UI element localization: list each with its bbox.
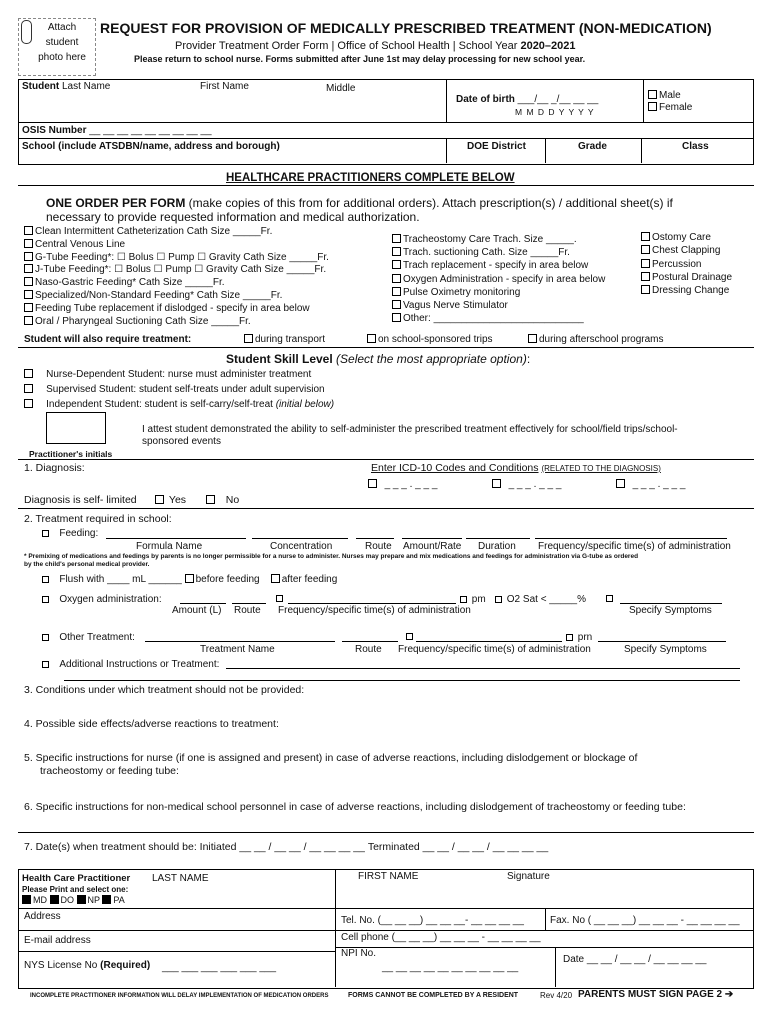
cell-field[interactable]: Cell phone (__ __ __) __ __ __ - __ __ __ __	[341, 932, 541, 943]
checkbox-icon	[155, 495, 164, 504]
photo-label: Attach student photo here	[38, 22, 86, 63]
first-name-label: First Name	[200, 81, 249, 92]
practitioner-heading: HEALTHCARE PRACTITIONERS COMPLETE BELOW	[226, 172, 515, 184]
feeding-row[interactable]: Feeding:	[42, 528, 98, 539]
checkbox-icon	[641, 285, 650, 294]
checkbox-icon	[495, 596, 502, 603]
treatment-option[interactable]: J-Tube Feeding*: ☐ Bolus ☐ Pump ☐ Gravity Cath Size _____Fr.	[24, 264, 329, 277]
arrow-right-icon: ➔	[724, 989, 734, 1000]
credential-options	[22, 895, 125, 905]
flush-row[interactable]: Flush with ____ mL ______ before feeding after feeding	[42, 574, 337, 585]
checkbox-icon	[367, 334, 376, 343]
checkbox-icon	[24, 384, 33, 393]
revision-label: Rev 4/20	[540, 991, 573, 1000]
treatment-option[interactable]: Ostomy Care	[641, 231, 732, 244]
treatments-right-list	[641, 231, 732, 297]
school-field-label: School (include ATSDBN/name, address and borough)	[22, 141, 280, 152]
oxygen-col-route: Route	[234, 605, 261, 616]
checkbox-icon	[392, 313, 401, 322]
checkbox-icon	[392, 260, 401, 269]
checkbox-icon	[392, 300, 401, 309]
checkbox-icon	[276, 595, 283, 602]
checkbox-icon	[42, 661, 49, 668]
checkbox-icon	[641, 232, 650, 241]
checkbox-icon	[42, 634, 49, 641]
treatment-option[interactable]: Trach replacement - specify in area below	[392, 259, 605, 272]
treatment-option[interactable]: Oral / Pharyngeal Suctioning Cath Size _____Fr.	[24, 316, 329, 329]
question-5-line2: tracheostomy or feeding tube:	[40, 765, 179, 777]
feeding-col-duration: Duration	[478, 541, 516, 552]
initials-label: Practitioner's initials	[29, 449, 113, 459]
transport-label: Student will also require treatment:	[24, 334, 192, 345]
school-trips-checkbox[interactable]: on school-sponsored trips	[367, 334, 493, 345]
diagnosis-label: 1. Diagnosis:	[24, 462, 85, 474]
oxygen-pm[interactable]: pm	[460, 594, 486, 605]
other-prn[interactable]: prn	[566, 632, 592, 643]
hcp-last-name-label: LAST NAME	[152, 873, 209, 884]
checkbox-icon	[392, 247, 401, 256]
other-col-route: Route	[355, 644, 382, 655]
icd-label: Enter ICD-10 Codes and Conditions (RELATED TO THE DIAGNOSIS)	[371, 462, 661, 474]
one-order-text: ONE ORDER PER FORM (make copies of this from for additional orders). Attach prescription(s) / additional sheet(s) if	[46, 196, 673, 210]
other-col-frequency: Frequency/specific time(s) of administration	[398, 644, 591, 655]
checkbox-icon	[24, 303, 33, 312]
question-6: 6. Specific instructions for non-medical school personnel in case of adverse reactions, including dislodgement of tracheostomy or feeding tube:	[24, 801, 686, 813]
checkbox-icon	[24, 369, 33, 378]
sex-female-checkbox[interactable]: Female	[648, 102, 692, 113]
icd-code-3[interactable]: _ _ _ . _ _ _	[616, 479, 685, 490]
hcp-signature-label: Signature	[507, 871, 550, 882]
osis-field[interactable]: OSIS Number __ __ __ __ __ __ __ __ __	[22, 125, 212, 136]
checkbox-icon	[641, 245, 650, 254]
question-5: 5. Specific instructions for nurse (if one is assigned and present) in case of adverse reactions, including dislodgement or blockage of	[24, 752, 638, 764]
npi-label: NPI No.	[341, 948, 377, 959]
dob-format: M M D D Y Y Y Y	[515, 107, 595, 117]
license-field[interactable]: ___ ___ ___ ___ ___ ___	[162, 962, 276, 973]
checkbox-icon	[24, 239, 33, 248]
checkbox-icon	[102, 895, 111, 904]
treatment-option[interactable]: Postural Drainage	[641, 271, 732, 284]
skill-supervised[interactable]: Supervised Student: student self-treats under adult supervision	[24, 384, 325, 395]
other-treatment-row[interactable]: Other Treatment:	[42, 632, 135, 643]
checkbox-icon	[50, 895, 59, 904]
return-notice: Please return to school nurse. Forms submitted after June 1st may delay processing for new school year.	[134, 54, 586, 64]
skill-nurse-dependent[interactable]: Nurse-Dependent Student: nurse must administer treatment	[24, 369, 311, 380]
treatment-option[interactable]: Tracheostomy Care Trach. Size _____.	[392, 233, 605, 246]
student-name-field[interactable]: Student Last Name	[22, 81, 111, 92]
form-subtitle: Provider Treatment Order Form | Office of School Health | School Year 2020–2021	[175, 40, 576, 52]
checkbox-icon	[22, 895, 31, 904]
treatment-option[interactable]: Pulse Oximetry monitoring	[392, 286, 605, 299]
checkbox-icon	[392, 274, 401, 283]
treatments-left-list	[24, 226, 329, 328]
checkbox-icon	[24, 264, 33, 273]
feeding-col-frequency: Frequency/specific time(s) of administration	[538, 541, 731, 552]
oxygen-frequency-checkbox[interactable]	[276, 593, 285, 604]
checkbox-icon	[24, 277, 33, 286]
hcp-first-name-label: FIRST NAME	[358, 871, 419, 882]
feeding-col-concentration: Concentration	[270, 541, 333, 552]
checkbox-icon	[42, 596, 49, 603]
other-frequency-checkbox[interactable]	[406, 631, 415, 642]
credential-pa[interactable]: PA	[102, 895, 124, 905]
self-limited-label: Diagnosis is self- limited	[24, 494, 137, 506]
checkbox-icon	[42, 576, 49, 583]
checkbox-icon	[641, 259, 650, 268]
treatment-dates[interactable]: 7. Date(s) when treatment should be: Initiated __ __ / __ __ / __ __ __ __ Terminated __ __ / __ __ / __ __ __ __	[24, 841, 549, 853]
checkbox-icon	[392, 287, 401, 296]
skill-level-heading: Student Skill Level (Select the most appropriate option):	[226, 352, 531, 366]
treatment-option[interactable]: Specialized/Non-Standard Feeding* Cath Size _____Fr.	[24, 290, 329, 303]
checkbox-icon	[24, 290, 33, 299]
checkbox-icon	[42, 530, 49, 537]
district-label: DOE District	[467, 141, 526, 152]
treatment-option[interactable]: Percussion	[641, 258, 732, 271]
practitioner-initials-box[interactable]	[46, 412, 106, 444]
treatment-option[interactable]: Clean Intermittent Catheterization Cath Size _____Fr.	[24, 226, 329, 239]
self-limited-yes[interactable]: Yes	[155, 494, 186, 506]
credential-md[interactable]: MD	[22, 895, 47, 905]
parents-sign-notice: PARENTS MUST SIGN PAGE 2 ➔	[578, 989, 734, 1000]
checkbox-icon	[24, 316, 33, 325]
email-label[interactable]: E-mail address	[24, 935, 91, 946]
icd-code-2[interactable]: _ _ _ . _ _ _	[492, 479, 561, 490]
oxygen-specify-symptoms: Specify Symptoms	[629, 605, 712, 616]
paperclip-icon	[21, 20, 32, 44]
checkbox-icon	[606, 595, 613, 602]
checkbox-icon	[566, 634, 573, 641]
attest-text-2: sponsored events	[142, 436, 221, 447]
premix-note-2: by the child's personal medical provider.	[24, 561, 150, 568]
npi-field[interactable]: __ __ __ __ __ __ __ __ __ __	[382, 962, 519, 973]
feeding-col-amount: Amount/Rate	[403, 541, 462, 552]
oxygen-row[interactable]: Oxygen administration:	[42, 594, 162, 605]
hcp-date-field[interactable]: Date __ __ / __ __ / __ __ __ __	[563, 954, 707, 965]
checkbox-icon	[368, 479, 377, 488]
feeding-col-formula: Formula Name	[136, 541, 203, 552]
sex-male-checkbox[interactable]: Male	[648, 90, 681, 101]
other-specify-symptoms: Specify Symptoms	[624, 644, 707, 655]
checkbox-icon	[244, 334, 253, 343]
checkbox-icon	[24, 226, 33, 235]
checkbox-icon	[24, 399, 33, 408]
one-order-text-2: necessary to provide requested information and medical authorization.	[46, 210, 420, 224]
treatment-option[interactable]: Vagus Nerve Stimulator	[392, 299, 605, 312]
premix-note: * Premixing of medications and feedings by parents is no longer permissible for a nurse to administer. Nurses may prepare and mix medications and feedings for administration via G-tube as ordered	[24, 553, 639, 560]
treatment-option[interactable]: Dressing Change	[641, 284, 732, 297]
checkbox-icon	[641, 272, 650, 281]
treatments-mid-list	[392, 233, 605, 325]
question-4: 4. Possible side effects/adverse reactions to treatment:	[24, 718, 279, 730]
question-3: 3. Conditions under which treatment should not be provided:	[24, 684, 305, 696]
treatment-option[interactable]: Chest Clapping	[641, 244, 732, 257]
form-title: REQUEST FOR PROVISION OF MEDICALLY PRESCRIBED TREATMENT (NON-MEDICATION)	[100, 20, 712, 36]
treatment-option[interactable]: Other: ___________________________	[392, 312, 605, 325]
checkbox-icon	[406, 633, 413, 640]
checkbox-icon	[24, 252, 33, 261]
credential-np[interactable]: NP	[77, 895, 100, 905]
icd-code-1[interactable]: _ _ _ . _ _ _	[368, 479, 437, 490]
attest-text: I attest student demonstrated the ability to self-administer the prescribed treatment effectively for school/field trips/school-	[142, 424, 678, 435]
address-label[interactable]: Address	[24, 911, 61, 922]
checkbox-icon	[460, 596, 467, 603]
fax-field[interactable]: Fax. No ( __ __ __) __ __ __ - __ __ __ __	[550, 915, 740, 926]
treatment-option[interactable]: Central Venous Line	[24, 239, 329, 252]
o2-sat[interactable]: O2 Sat < _____%	[495, 594, 586, 605]
checkbox-icon	[77, 895, 86, 904]
oxygen-symptoms-checkbox[interactable]	[606, 593, 615, 604]
checkbox-icon	[185, 574, 194, 583]
checkbox-icon	[616, 479, 625, 488]
checkbox-icon	[271, 574, 280, 583]
other-col-name: Treatment Name	[200, 644, 275, 655]
oxygen-col-frequency: Frequency/specific time(s) of administration	[278, 605, 471, 616]
grade-label: Grade	[578, 141, 607, 152]
print-select-label: Please Print and select one:	[22, 885, 129, 894]
license-label: NYS License No (Required)	[24, 960, 151, 971]
skill-independent[interactable]: Independent Student: student is self-carry/self-treat (initial below)	[24, 399, 334, 410]
during-transport-checkbox[interactable]: during transport	[244, 334, 325, 345]
checkbox-icon	[648, 90, 657, 99]
middle-name-label: Middle	[326, 83, 356, 94]
checkbox-icon	[648, 102, 657, 111]
credential-do[interactable]: DO	[50, 895, 75, 905]
self-limited-no[interactable]: No	[206, 494, 239, 506]
checkbox-icon	[392, 234, 401, 243]
afterschool-checkbox[interactable]: during afterschool programs	[528, 334, 664, 345]
treatment-option[interactable]: Naso-Gastric Feeding* Cath Size _____Fr.	[24, 277, 329, 290]
hcp-title: Health Care Practitioner	[22, 873, 131, 884]
treatment-required-label: 2. Treatment required in school:	[24, 513, 172, 525]
incomplete-warning: INCOMPLETE PRACTITIONER INFORMATION WILL DELAY IMPLEMENTATION OF MEDICATION ORDERS	[30, 993, 329, 999]
treatment-option[interactable]: Oxygen Administration - specify in area below	[392, 273, 605, 286]
treatment-option[interactable]: Trach. suctioning Cath. Size _____Fr.	[392, 246, 605, 259]
treatment-option[interactable]: Feeding Tube replacement if dislodged - specify in area below	[24, 303, 329, 316]
class-label: Class	[682, 141, 709, 152]
treatment-option[interactable]: G-Tube Feeding*: ☐ Bolus ☐ Pump ☐ Gravity Cath Size _____Fr.	[24, 252, 329, 265]
feeding-col-route: Route	[365, 541, 392, 552]
checkbox-icon	[492, 479, 501, 488]
resident-warning: FORMS CANNOT BE COMPLETED BY A RESIDENT	[348, 992, 519, 999]
additional-instructions-row[interactable]: Additional Instructions or Treatment:	[42, 659, 219, 670]
oxygen-col-amount: Amount (L)	[172, 605, 222, 616]
checkbox-icon	[528, 334, 537, 343]
checkbox-icon	[206, 495, 215, 504]
dob-label[interactable]: Date of birth ___/__ _/__ __ __	[456, 94, 599, 105]
tel-field[interactable]: Tel. No. (__ __ __) __ __ __- __ __ __ __	[341, 915, 524, 926]
